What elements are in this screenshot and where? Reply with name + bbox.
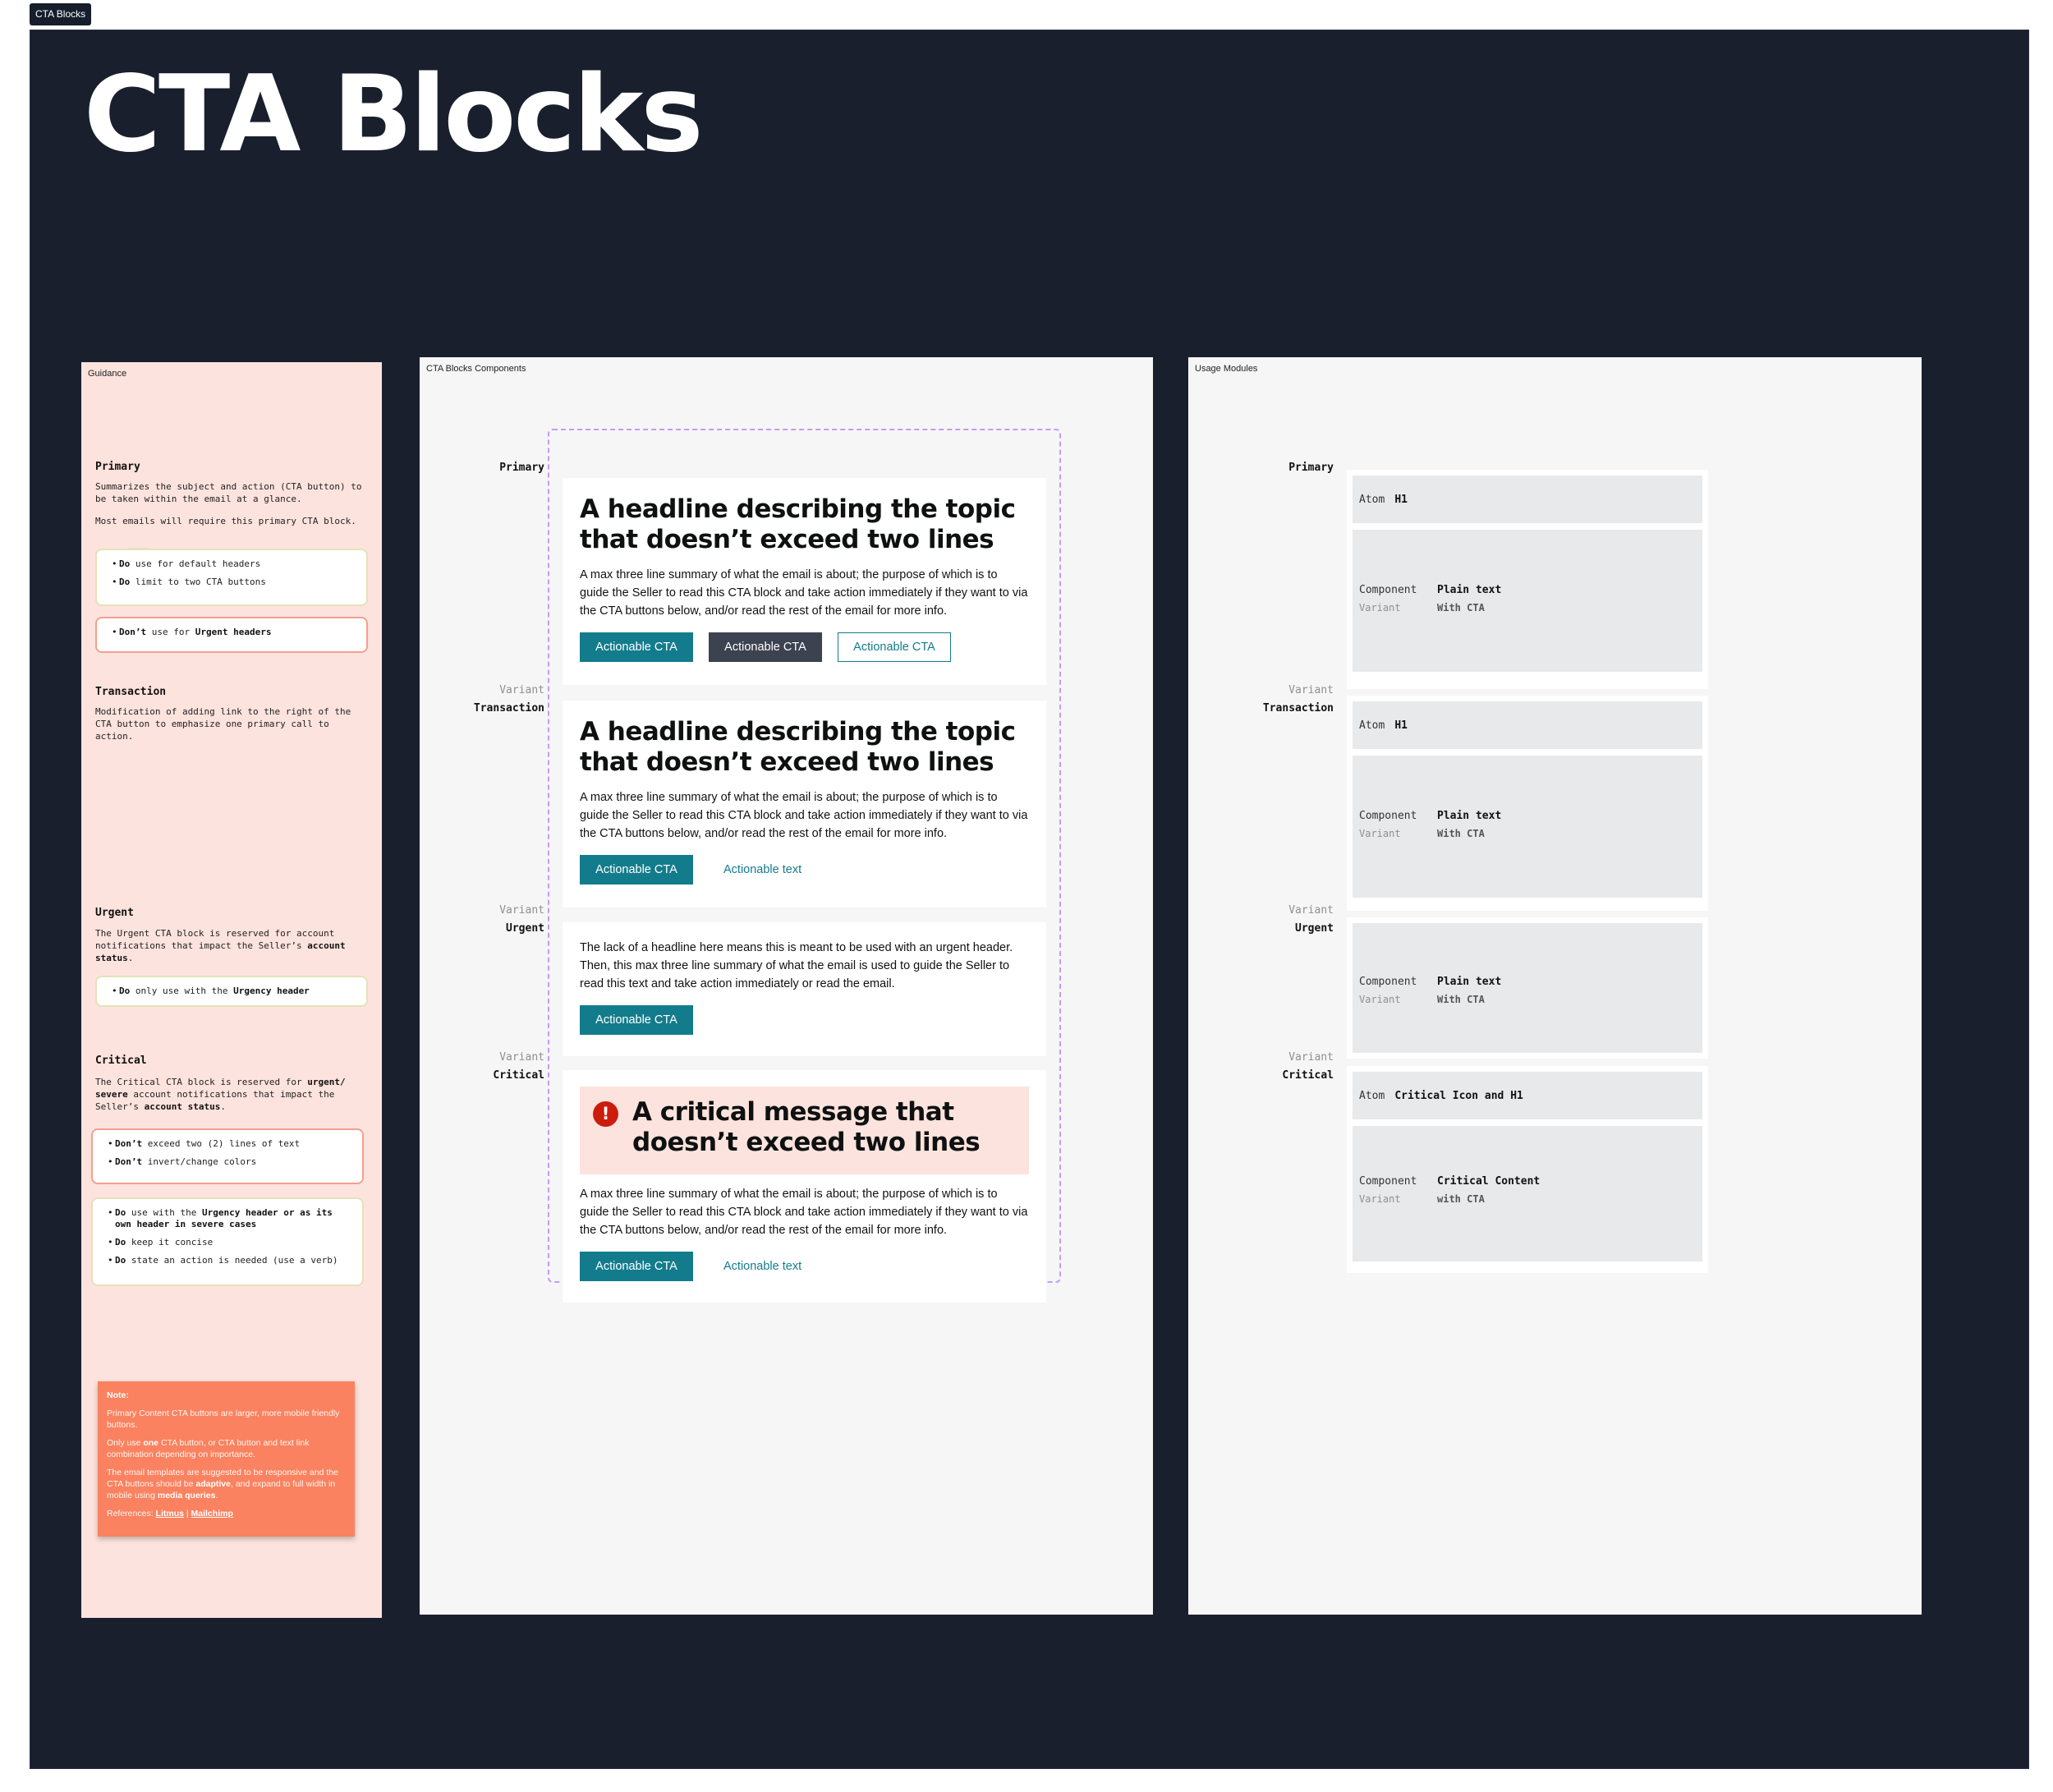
dont-item: • Don’t use for Urgent headers [112, 627, 356, 638]
primary-dont-box [95, 617, 368, 653]
usage-module-transaction[interactable] [1347, 696, 1708, 911]
usage-module-urgent[interactable] [1347, 917, 1708, 1059]
transaction-text-link[interactable]: Actionable text [723, 863, 802, 876]
page-title: CTA Blocks [84, 53, 701, 176]
dont-item: • Don’t exceed two (2) lines of text [108, 1138, 352, 1150]
note-heading: Note: [107, 1390, 129, 1400]
usage-panel [1188, 357, 1922, 1615]
usage-variant-label-transaction: Variant Transaction [1262, 684, 1334, 715]
critical-do-box [91, 1197, 364, 1286]
critical-body: A max three line summary of what the email is about; the purpose of which is to guide the Seller to read this CTA block and take action immediately if they want to via the CTA buttons below, and/or read the rest of the email for more info. [580, 1188, 1028, 1237]
usage-module-primary[interactable] [1347, 470, 1708, 689]
transaction-cta-block [563, 701, 1046, 907]
primary-cta-button[interactable]: Actionable CTA [580, 632, 693, 662]
primary-cta-block [563, 478, 1046, 685]
guidance-urgent-desc: The Urgent CTA block is reserved for account notifications that impact the Seller’s account status. [95, 928, 346, 963]
component-box: Component Critical Content Variant with CTA [1353, 1126, 1702, 1261]
guidance-transaction-title: Transaction [95, 686, 167, 698]
variant-label-critical: Variant Critical [493, 1051, 544, 1082]
component-box: Component Plain text Variant With CTA [1353, 923, 1702, 1053]
components-panel [420, 357, 1153, 1615]
litmus-link[interactable]: Litmus [155, 1509, 184, 1519]
primary-body: A max three line summary of what the email is about; the purpose of which is to guide the Seller to read this CTA block and take action immediately if they want to via the CTA buttons below, and/or read the rest of the email for more info. [580, 568, 1028, 618]
component-box: Component Plain text Variant With CTA [1353, 530, 1702, 672]
mailchimp-link[interactable]: Mailchimp [191, 1509, 233, 1519]
note-p3: The email templates are suggested to be responsive and the CTA buttons should be adaptive, and expand to full width in mobile using media queries. [107, 1468, 338, 1500]
urgent-cta-button[interactable]: Actionable CTA [580, 1005, 693, 1035]
usage-variant-label-urgent: Variant Urgent [1288, 904, 1334, 935]
critical-header [580, 1087, 1029, 1174]
dont-item: • Don’t invert/change colors [108, 1156, 352, 1168]
critical-headline: A critical message that doesn’t exceed two lines [632, 1097, 981, 1157]
note-p2: Only use one CTA button, or CTA button and text link combination depending on importance. [107, 1438, 310, 1459]
variant-label-transaction: Variant Transaction [473, 684, 544, 715]
do-item: • Do only use with the Urgency header [112, 986, 356, 997]
component-box: Component Plain text Variant With CTA [1353, 756, 1702, 898]
components-label: CTA Blocks Components [426, 364, 526, 374]
atom-box: Atom H1 [1353, 476, 1702, 523]
usage-variant-label-primary: Primary [1288, 462, 1334, 474]
guidance-urgent-title: Urgent [95, 907, 134, 919]
note-p1: Primary Content CTA buttons are larger, more mobile friendly buttons. [107, 1408, 340, 1430]
do-item: • Do limit to two CTA buttons [112, 577, 356, 588]
guidance-transaction-desc: Modification of adding link to the right of the CTA button to emphasize one primary call to action. [95, 706, 351, 742]
primary-headline: A headline describing the topic that doesn’t exceed two lines [580, 494, 1016, 554]
usage-module-critical[interactable] [1347, 1066, 1708, 1273]
critical-cta-block [563, 1070, 1046, 1303]
primary-do-box [95, 549, 368, 606]
urgent-do-box [95, 976, 368, 1007]
atom-box: Atom Critical Icon and H1 [1353, 1072, 1702, 1119]
frame-tag[interactable]: CTA Blocks [30, 3, 91, 25]
urgent-cta-block [563, 922, 1046, 1056]
transaction-cta-button[interactable]: Actionable CTA [580, 855, 693, 885]
critical-cta-button[interactable]: Actionable CTA [580, 1252, 693, 1281]
guidance-critical-desc: The Critical CTA block is reserved for urgent/ severe account notifications that impact the Seller’s account status. [95, 1077, 346, 1112]
secondary-cta-button[interactable]: Actionable CTA [709, 632, 822, 662]
do-item: • Do state an action is needed (use a verb) [108, 1255, 352, 1266]
guidance-panel [81, 362, 382, 1618]
alert-icon: ! [593, 1101, 618, 1127]
critical-dont-box [91, 1128, 364, 1184]
usage-variant-label-critical: Variant Critical [1282, 1051, 1334, 1082]
atom-box: Atom H1 [1353, 701, 1702, 749]
urgent-body: The lack of a headline here means this is meant to be used with an urgent header. Then, this max three line summary of what the email is used to guide the Seller to read this text and take action immediately or read the email. [580, 941, 1013, 990]
guidance-label: Guidance [88, 369, 127, 379]
critical-text-link[interactable]: Actionable text [723, 1260, 802, 1273]
do-item: • Do use for default headers [112, 558, 356, 570]
variant-label-urgent: Variant Urgent [499, 904, 544, 935]
variant-label-primary: Primary [499, 462, 544, 474]
guidance-primary-desc: Summarizes the subject and action (CTA button) to be taken within the email at a glance. [95, 481, 362, 504]
usage-label: Usage Modules [1195, 364, 1258, 374]
note-references: References: Litmus | Mailchimp [107, 1509, 233, 1519]
transaction-headline: A headline describing the topic that doesn’t exceed two lines [580, 717, 1016, 777]
do-item: • Do keep it concise [108, 1237, 352, 1248]
outline-cta-button[interactable]: Actionable CTA [838, 632, 951, 662]
note-card [98, 1381, 355, 1537]
guidance-primary-desc-2: Most emails will require this primary CTA block. [95, 516, 356, 526]
guidance-primary-title: Primary [95, 461, 140, 473]
guidance-critical-title: Critical [95, 1055, 147, 1067]
transaction-body: A max three line summary of what the email is about; the purpose of which is to guide the Seller to read this CTA block and take action immediately if they want to via the CTA buttons below, and/or read the rest of the email for more info. [580, 791, 1028, 840]
do-item: • Do use with the Urgency header or as its own header in severe cases [108, 1207, 352, 1230]
